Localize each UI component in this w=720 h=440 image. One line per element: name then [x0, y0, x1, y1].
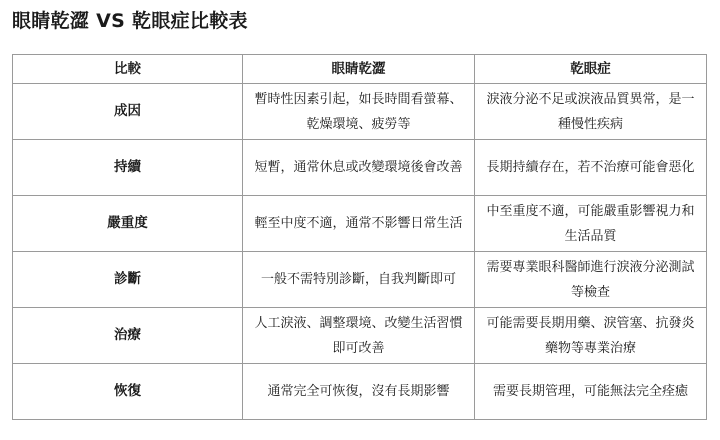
row-label-treatment: 治療	[13, 308, 243, 364]
table-cell	[475, 252, 707, 308]
row-label-cause: 成因	[13, 84, 243, 140]
table-cell	[243, 364, 475, 420]
column-header-comparison: 比較	[13, 55, 243, 84]
table-header-row	[13, 55, 707, 84]
table-row	[13, 364, 707, 420]
table-row	[13, 308, 707, 364]
cell-text: 暫時性因素引起，如長時間看螢幕、乾燥環境、疲勞等	[254, 91, 463, 132]
cell-text: 人工淚液、調整環境、改變生活習慣即可改善	[254, 315, 463, 356]
row-label-duration: 持續	[13, 140, 243, 196]
table-row	[13, 196, 707, 252]
table-cell	[243, 308, 475, 364]
row-label-diagnosis: 診斷	[13, 252, 243, 308]
cell-text: 通常完全可恢復，沒有長期影響	[267, 384, 450, 399]
table-cell	[243, 140, 475, 196]
cell-text: 可能需要長期用藥、淚管塞、抗發炎藥物等專業治療	[486, 315, 695, 356]
table-row	[13, 140, 707, 196]
table-row	[13, 84, 707, 140]
row-label-recovery: 恢復	[13, 364, 243, 420]
cell-text: 一般不需特別診斷，自我判斷即可	[260, 272, 456, 287]
cell-text: 短暫，通常休息或改變環境後會改善	[254, 160, 463, 175]
table-cell	[475, 308, 707, 364]
table-cell	[475, 140, 707, 196]
table-cell	[475, 84, 707, 140]
column-header-dry-eye-syndrome: 乾眼症	[475, 55, 707, 84]
cell-text: 中至重度不適，可能嚴重影響視力和生活品質	[486, 203, 695, 244]
table-cell	[475, 364, 707, 420]
table-cell	[243, 196, 475, 252]
comparison-table	[12, 54, 707, 420]
table-cell	[243, 252, 475, 308]
cell-text: 需要專業眼科醫師進行淚液分泌測試等檢查	[486, 259, 695, 300]
table-row	[13, 252, 707, 308]
cell-text: 輕至中度不適，通常不影響日常生活	[254, 216, 463, 231]
cell-text: 需要長期管理，可能無法完全痊癒	[492, 384, 688, 399]
cell-text: 淚液分泌不足或淚液品質異常，是一種慢性疾病	[486, 91, 695, 132]
cell-text: 長期持續存在，若不治療可能會惡化	[486, 160, 695, 175]
row-label-severity: 嚴重度	[13, 196, 243, 252]
table-cell	[243, 84, 475, 140]
table-cell	[475, 196, 707, 252]
column-header-dry-eyes: 眼睛乾澀	[243, 55, 475, 84]
page-title: 眼睛乾澀 VS 乾眼症比較表	[12, 10, 248, 32]
